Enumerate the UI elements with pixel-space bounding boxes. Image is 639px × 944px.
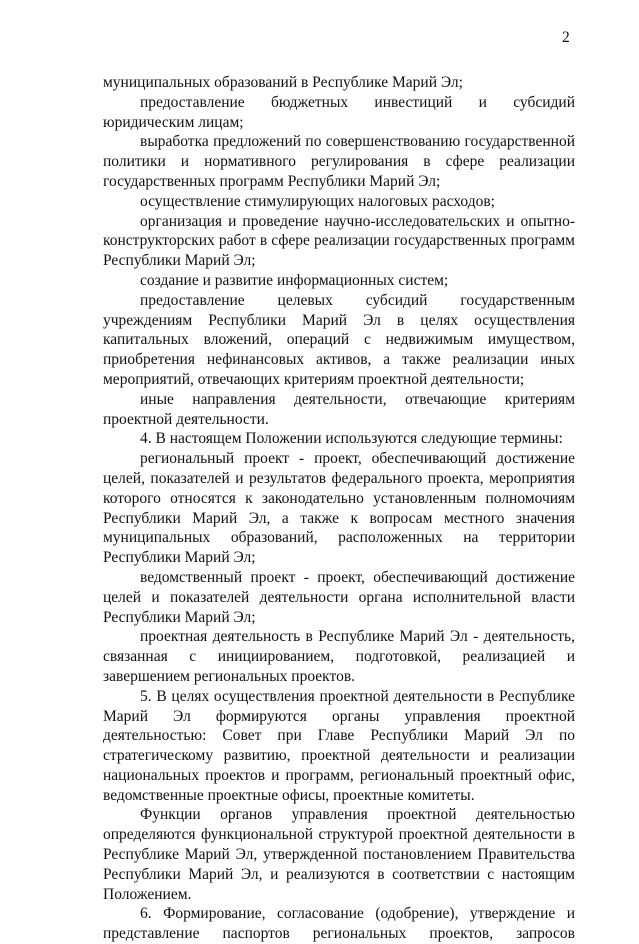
paragraph: предоставление бюджетных инвестиций и субсидий юридическим лицам; — [103, 93, 575, 131]
paragraph: создание и развитие информационных систем; — [140, 271, 449, 289]
page-number: 2 — [562, 29, 570, 46]
paragraph: ведомственный проект - проект, обеспечивающий достижение целей и показателей деятельности органа исполнительной власти Республики Марий Эл; — [103, 568, 575, 626]
paragraph: выработка предложений по совершенствованию государственной политики и нормативного регулирования в сфере реализации государственных программ Республики Марий Эл; — [103, 133, 575, 190]
paragraph: Функции органов управления проектной деятельностью определяются функциональной структурой проектной деятельности в Республике Марий Эл, утвержденной постановлением Правительства Республики Марий Эл, и реализуются в соответствии с настоящим Положением. — [103, 806, 575, 903]
paragraph: муниципальных образований в Республике Марий Эл; — [103, 74, 463, 91]
paragraph: осуществление стимулирующих налоговых расходов; — [140, 192, 495, 210]
paragraph: 4. В настоящем Положении используются следующие термины: — [140, 430, 563, 448]
paragraph: 6. Формирование, согласование (одобрение), утверждение и представление паспортов региональных проектов, запросов — [103, 905, 575, 943]
paragraph: региональный проект - проект, обеспечивающий достижение целей, показателей и результатов федерального проекта, мероприятия которого относятся к законодательно установленным полномочиям Республики Марий Эл, а также к вопросам местного значения муниципальных образований, расположенных на территории Республики Марий Эл; — [103, 450, 575, 567]
paragraph: иные направления деятельности, отвечающие критериям проектной деятельности. — [103, 390, 575, 428]
paragraph: 5. В целях осуществления проектной деятельности в Республике Марий Эл формируются органы управления проектной деятельностью: Совет при Главе Республики Марий Эл по стратегическому развитию, проектной деятельности и реализации национальных проектов и программ, региональный проектный офис, ведомственные проектные офисы, проектные комитеты. — [103, 687, 575, 804]
paragraph: предоставление целевых субсидий государственным учреждениям Республики Марий Эл в целях осуществления капитальных вложений, операций с недвижимым имуществом, приобретения нефинансовых активов, а также реализации иных мероприятий, отвечающих критериям проектной деятельности; — [103, 291, 575, 388]
document-body — [103, 73, 575, 944]
paragraph: проектная деятельность в Республике Марий Эл - деятельность, связанная с инициированием, подготовкой, реализацией и завершением региональных проектов. — [103, 628, 575, 685]
paragraph: организация и проведение научно-исследовательских и опытно-конструкторских работ в сфере реализации государственных программ Республики Марий Эл; — [103, 212, 575, 270]
